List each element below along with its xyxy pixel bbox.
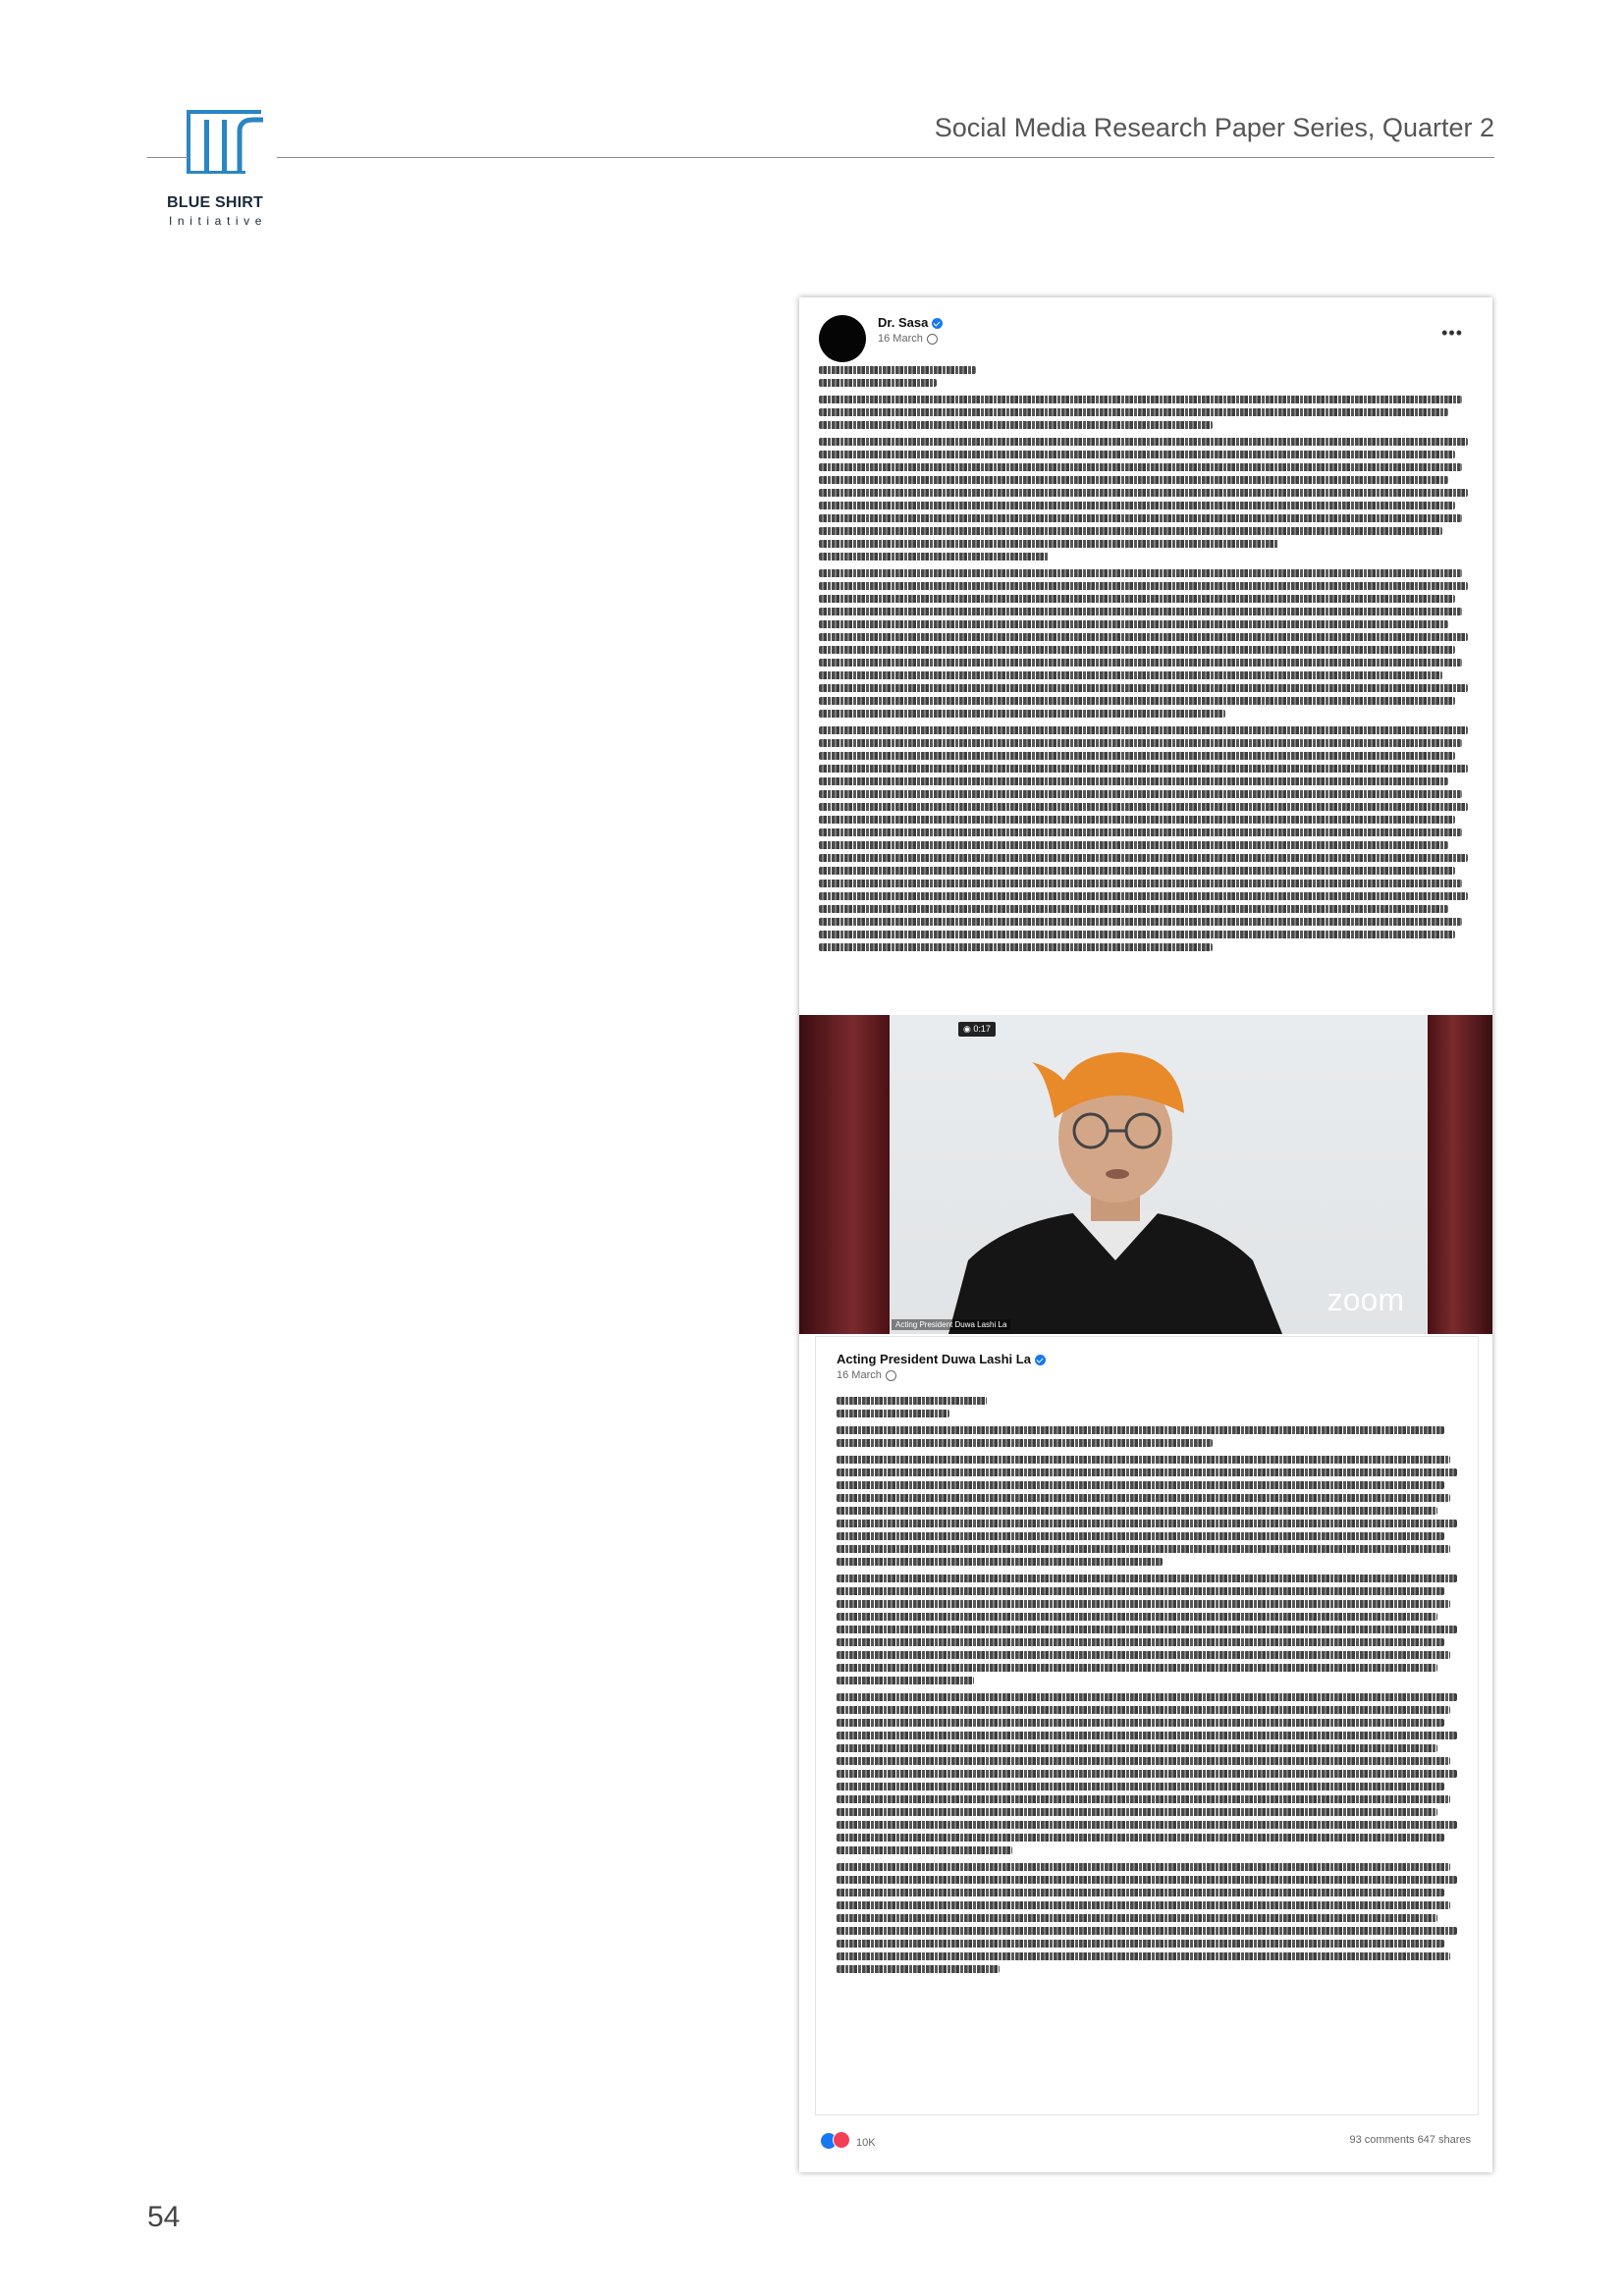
illegible-text-line — [837, 1834, 1444, 1842]
verified-badge-icon — [932, 318, 943, 329]
illegible-text-line — [819, 438, 1468, 446]
illegible-text-line — [819, 828, 1462, 836]
illegible-text-line — [837, 1638, 1444, 1646]
illegible-text-line — [819, 553, 1049, 561]
video-curtain-right — [1428, 1015, 1492, 1334]
header-rule — [277, 157, 1494, 158]
illegible-text-line — [837, 1914, 1437, 1922]
illegible-text-line — [819, 396, 1462, 403]
illegible-text-line — [819, 620, 1448, 628]
post-author-name: Dr. Sasa — [878, 315, 929, 330]
globe-icon — [927, 334, 938, 345]
illegible-text-line — [819, 854, 1468, 862]
video-caption: Acting President Duwa Lashi La — [892, 1319, 1010, 1330]
illegible-text-line — [819, 905, 1448, 913]
illegible-text-line — [819, 582, 1468, 590]
illegible-text-line — [837, 1651, 1450, 1659]
illegible-text-line — [837, 1587, 1444, 1595]
illegible-text-line — [837, 1901, 1450, 1909]
shared-post-date-text: 16 March — [837, 1369, 882, 1381]
illegible-text-line — [837, 1507, 1437, 1515]
illegible-text-line — [837, 1626, 1457, 1633]
header-rule-left — [147, 157, 189, 158]
shared-post-author-name: Acting President Duwa Lashi La — [837, 1352, 1031, 1366]
illegible-text-line — [837, 1863, 1450, 1871]
illegible-text-line — [819, 816, 1455, 824]
illegible-text-line — [837, 1808, 1437, 1816]
illegible-text-line — [819, 633, 1468, 641]
blue-shirt-logo — [167, 110, 285, 233]
illegible-text-line — [819, 595, 1455, 603]
illegible-text-line — [819, 765, 1468, 773]
illegible-text-line — [819, 777, 1448, 785]
illegible-text-line — [837, 1693, 1457, 1701]
illegible-text-line — [837, 1821, 1457, 1829]
illegible-text-line — [819, 366, 976, 374]
illegible-text-line — [837, 1732, 1457, 1739]
illegible-text-line — [819, 463, 1462, 471]
illegible-text-line — [837, 1397, 987, 1405]
illegible-text-line — [819, 608, 1462, 615]
logo-brand-text: BLUE SHIRT — [167, 194, 263, 211]
shared-post-author — [837, 1352, 1046, 1366]
illegible-text-line — [837, 1600, 1450, 1608]
illegible-text-line — [819, 646, 1455, 654]
illegible-text-line — [819, 892, 1468, 900]
comments-shares[interactable]: 93 comments 647 shares — [1349, 2134, 1471, 2146]
illegible-text-line — [819, 502, 1455, 509]
series-title: Social Media Research Paper Series, Quarter 2 — [934, 113, 1494, 142]
illegible-text-line — [837, 1770, 1457, 1778]
illegible-text-line — [837, 1481, 1444, 1489]
post-date — [878, 333, 938, 345]
illegible-text-line — [819, 408, 1448, 416]
video-screen — [890, 1015, 1428, 1334]
illegible-text-line — [837, 1757, 1450, 1765]
shared-post-body-text — [837, 1397, 1463, 1973]
post-author — [878, 315, 943, 330]
reaction-count: 10K — [856, 2137, 876, 2149]
illegible-text-line — [819, 918, 1462, 926]
illegible-text-line — [837, 1719, 1444, 1727]
illegible-text-line — [819, 489, 1468, 497]
avatar — [819, 315, 866, 362]
illegible-text-line — [837, 1545, 1450, 1553]
illegible-text-line — [819, 739, 1462, 747]
illegible-text-line — [837, 1706, 1450, 1714]
illegible-text-line — [819, 697, 1455, 705]
illegible-text-line — [837, 1744, 1437, 1752]
illegible-text-line — [837, 1468, 1457, 1476]
illegible-text-line — [819, 421, 1213, 429]
illegible-text-line — [837, 1677, 974, 1684]
illegible-text-line — [837, 1965, 1000, 1973]
facebook-post-screenshot — [799, 297, 1492, 2172]
illegible-text-line — [837, 1783, 1444, 1790]
illegible-text-line — [819, 659, 1462, 667]
video-frame — [799, 1015, 1492, 1334]
blue-shirt-logo-icon — [185, 110, 267, 181]
illegible-text-line — [819, 867, 1455, 875]
page-number: 54 — [147, 2201, 181, 2233]
logo-sub-text: Initiative — [169, 214, 268, 228]
illegible-text-line — [837, 1846, 1012, 1854]
illegible-text-line — [819, 514, 1462, 522]
illegible-text-line — [837, 1426, 1444, 1434]
post-header — [799, 297, 1492, 362]
illegible-text-line — [819, 752, 1455, 760]
illegible-text-line — [819, 726, 1468, 734]
illegible-text-line — [837, 1889, 1444, 1896]
illegible-text-line — [819, 931, 1455, 938]
illegible-text-line — [837, 1532, 1444, 1540]
love-reaction-icon — [833, 2131, 850, 2149]
illegible-text-line — [837, 1927, 1457, 1935]
illegible-text-line — [819, 476, 1448, 484]
illegible-text-line — [837, 1520, 1457, 1527]
illegible-text-line — [837, 1410, 949, 1417]
illegible-text-line — [837, 1664, 1437, 1672]
illegible-text-line — [819, 451, 1455, 458]
illegible-text-line — [819, 671, 1442, 679]
illegible-text-line — [819, 880, 1462, 887]
illegible-text-line — [837, 1613, 1437, 1621]
illegible-text-line — [837, 1439, 1213, 1447]
illegible-text-line — [819, 684, 1468, 692]
illegible-text-line — [837, 1795, 1450, 1803]
illegible-text-line — [819, 527, 1442, 535]
illegible-text-line — [819, 790, 1462, 798]
video-curtain-left — [799, 1015, 890, 1334]
post-date-text: 16 March — [878, 333, 923, 345]
illegible-text-line — [837, 1575, 1457, 1582]
illegible-text-line — [837, 1456, 1450, 1464]
more-options-icon: ••• — [1441, 323, 1463, 343]
reactions[interactable] — [821, 2131, 876, 2154]
illegible-text-line — [819, 540, 1278, 548]
illegible-text-line — [837, 1558, 1163, 1566]
post-footer — [799, 2125, 1492, 2155]
illegible-text-line — [819, 841, 1448, 849]
illegible-text-line — [837, 1952, 1450, 1960]
zoom-logo: zoom — [1326, 1282, 1404, 1317]
illegible-text-line — [819, 379, 937, 387]
illegible-text-line — [819, 943, 1213, 951]
verified-badge-icon — [1035, 1355, 1046, 1365]
illegible-text-line — [837, 1876, 1457, 1884]
shared-post-date — [837, 1369, 896, 1381]
globe-icon — [886, 1370, 896, 1381]
illegible-text-line — [819, 710, 1225, 718]
illegible-text-line — [819, 803, 1468, 811]
video-duration-badge: ◉ 0:17 — [958, 1022, 996, 1037]
illegible-text-line — [819, 569, 1462, 577]
illegible-text-line — [837, 1494, 1450, 1502]
illegible-text-line — [837, 1940, 1444, 1948]
post-body-text — [819, 366, 1475, 951]
